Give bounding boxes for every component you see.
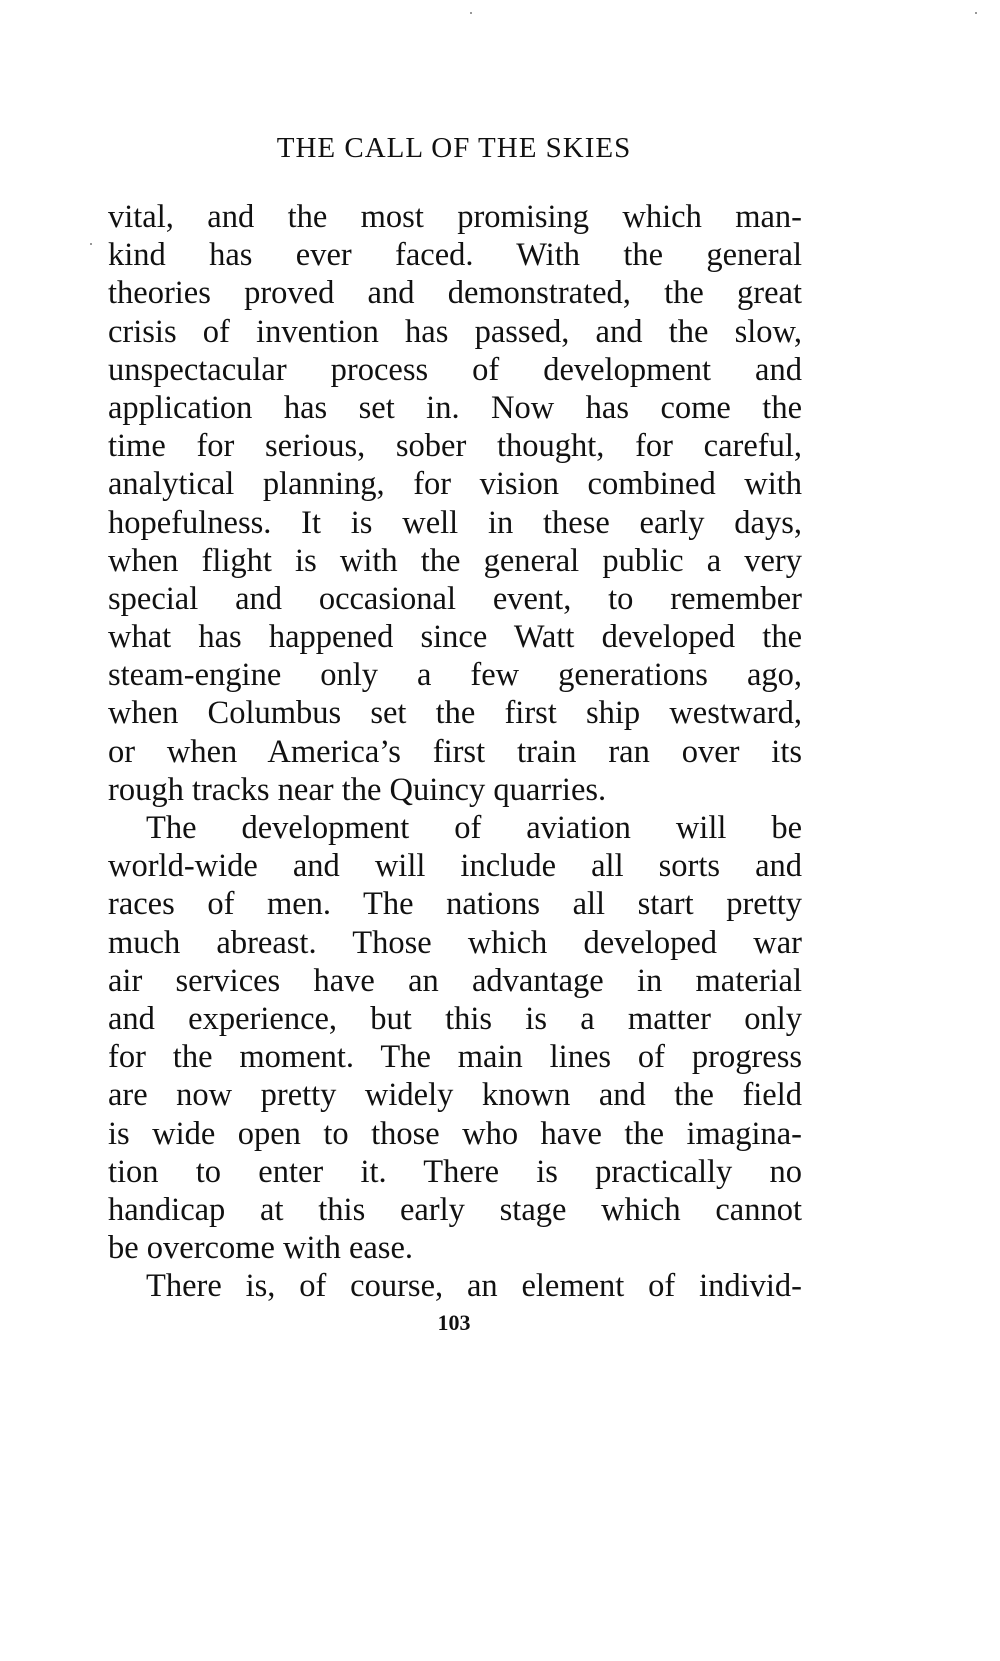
text-line: what has happened since Watt developed the — [108, 619, 802, 656]
text-line: analytical planning, for vision combined with — [108, 466, 802, 503]
text-line: for the moment. The main lines of progress — [108, 1039, 802, 1076]
body-text — [108, 198, 802, 1305]
text-line: air services have an advantage in material — [108, 962, 802, 999]
text-line: crisis of invention has passed, and the slow, — [108, 313, 802, 350]
text-line: be overcome with ease. — [108, 1230, 414, 1267]
scan-speck — [470, 12, 472, 14]
text-line: world-wide and will include all sorts and — [108, 848, 802, 885]
paragraph-first-line: The development of aviation will be — [146, 810, 802, 846]
text-line: or when America’s first train ran over its — [108, 733, 802, 770]
text-line: are now pretty widely known and the field — [108, 1077, 802, 1114]
text-line: vital, and the most promising which man- — [108, 199, 802, 235]
text-line: time for serious, sober thought, for careful, — [108, 428, 802, 465]
text-line: when flight is with the general public a very — [108, 542, 802, 579]
text-line: tion to enter it. There is practically no — [108, 1153, 802, 1190]
text-line: kind has ever faced. With the general — [108, 237, 802, 274]
text-line: handicap at this early stage which cannot — [108, 1191, 802, 1228]
page-number: 103 — [437, 1310, 471, 1335]
running-title: THE CALL OF THE SKIES — [276, 132, 632, 164]
text-line: theories proved and demonstrated, the great — [108, 275, 802, 312]
text-line: when Columbus set the first ship westward, — [108, 695, 802, 732]
scan-speck — [90, 243, 92, 245]
text-line: is wide open to those who have the imagina- — [108, 1115, 802, 1152]
text-line: steam-engine only a few generations ago, — [108, 657, 802, 694]
text-line: special and occasional event, to remember — [108, 580, 802, 617]
text-line: unspectacular process of development and — [108, 351, 802, 388]
text-line: application has set in. Now has come the — [108, 389, 802, 426]
text-line: and experience, but this is a matter only — [108, 1000, 802, 1037]
text-line: races of men. The nations all start pretty — [108, 886, 802, 923]
scan-speck — [975, 12, 977, 14]
paragraph-first-line: There is, of course, an element of individ- — [146, 1268, 802, 1305]
text-line: much abreast. Those which developed war — [108, 924, 802, 961]
text-line: rough tracks near the Quincy quarries. — [108, 771, 607, 808]
text-line: hopefulness. It is well in these early days, — [108, 504, 802, 541]
